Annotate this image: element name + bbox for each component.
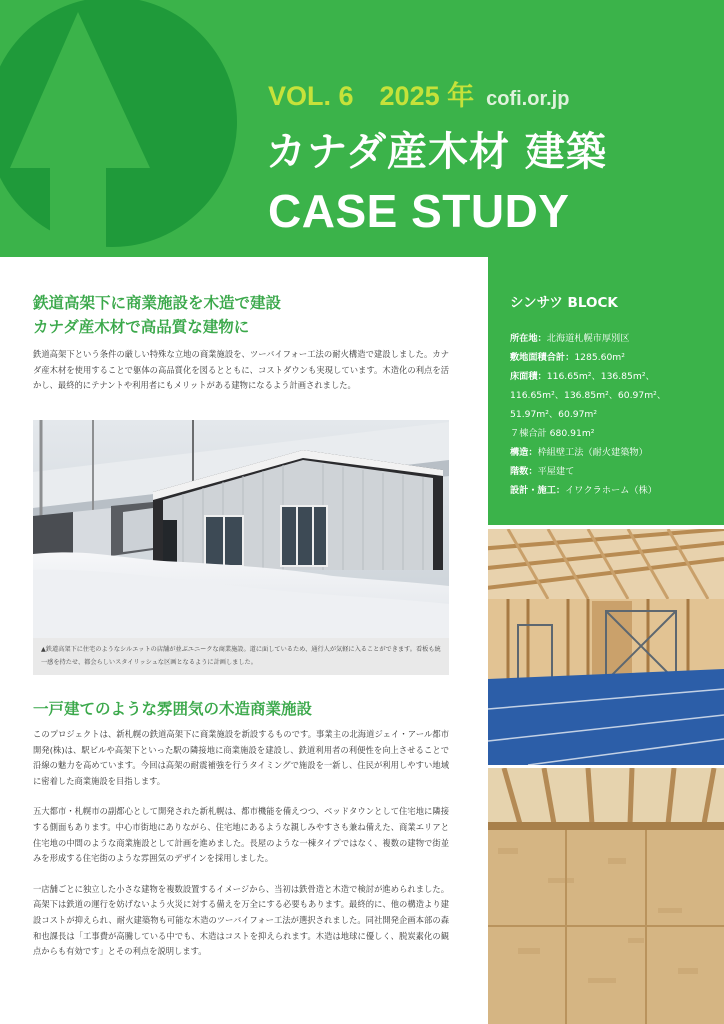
- spec-site-area: 敷地面積合計：1285.60m²: [510, 352, 625, 363]
- volume-number: VOL. 6: [268, 81, 354, 111]
- page-title-en: CASE STUDY: [268, 185, 570, 237]
- section2-paragraph: このプロジェクトは、新札幌の鉄道高架下に商業施設を新設するものです。事業主の北海道ジェイ・アール都市開発(株)は、駅ビルや高架下といった駅の隣接地に商業施設を建設し、鉄道利用者の利便性を向上させることで沿線の魅力を高めています。今回は高架の耐震補強を行うタイミングで施設を一新し、住民が利用しやすい地域に密着した商業施設を目指します。: [33, 729, 449, 786]
- project-spec-list: [510, 329, 722, 500]
- issue-year: 2025 年: [379, 81, 475, 111]
- spec-floor-area-cont: 116.65m²、136.85m²、60.97m²、: [510, 390, 667, 401]
- photo-caption: ▲鉄道高架下に住宅のようなシルエットの店舗が並ぶユニークな商業施設。道に面しているため、通行人が気軽に入ることができます。看板も統一感を持たせ、都会らしいスタイリッシュな区画となるように計画しました。: [41, 646, 441, 666]
- photo-caption-box: [33, 638, 449, 675]
- project-info-panel: [488, 257, 724, 525]
- wall-framing-photo: [488, 768, 724, 1024]
- spec-floor-area-total: ７棟合計 680.91m²: [510, 428, 595, 439]
- exterior-photo: [33, 420, 449, 638]
- spec-floors: 階数：平屋建て: [510, 466, 575, 477]
- section2-paragraph: 五大都市・札幌市の副都心として開発された新札幌は、都市機能を備えつつ、ベッドタウンとして住宅地に隣接する側面もあります。中心市街地にありながら、住宅地にあるような親しみやすさも兼ね備えた、商業エリアと住宅地の中間のような商業施設として計画を進めました。長屋のような一棟タイプではなく、複数の建物で街並みを形成する住宅街のような雰囲気のデザインを採用しました。: [33, 806, 449, 864]
- section2-paragraph: 一店舗ごとに独立した小さな建物を複数設置するイメージから、当初は鉄骨造と木造で検討が進められました。高架下は鉄道の運行を妨げないよう火災に対する備えを万全にする必要もあります。最終的に、他の構造より建設コストが抑えられ、耐火建築物も可能な木造のツーバイフォー工法が選択されました。同社開発企画本部の森和也課長は「工事費が高騰している中でも、木造はコストを抑えられます。木造は地球に優しく、脱炭素化の観点からも有効です」とその利点を説明します。: [33, 883, 449, 957]
- spec-location: 所在地：北海道札幌市厚別区: [510, 333, 630, 344]
- page-title-jp: カナダ産木材 建築: [266, 129, 607, 175]
- section1-heading-line2: カナダ産木材で高品質な建物に: [33, 318, 250, 336]
- section1-heading: [33, 291, 451, 339]
- issue-line: [268, 74, 570, 111]
- website-link[interactable]: cofi.or.jp: [486, 88, 570, 110]
- spec-design: 設計・施工：イワクラホーム（株）: [510, 485, 657, 496]
- section2-heading: 一戸建てのような雰囲気の木造商業施設: [33, 700, 313, 718]
- section1-body: 鉄道高架下という条件の厳しい特殊な立地の商業施設を、ツーバイフォー工法の耐火構造で建設しました。カナダ産木材を使用することで躯体の高品質化を図るとともに、コストダウンも実現しています。木造化の利点を活かし、最終的にテナントや利用者にもメリットがある建物になるよう計画されました。: [33, 349, 449, 391]
- header-banner: [0, 0, 724, 257]
- project-name: シンサツ BLOCK: [510, 295, 618, 311]
- section2-body: [33, 727, 449, 975]
- spec-floor-area-cont: 51.97m²、60.97m²: [510, 409, 598, 420]
- section1-heading-line1: 鉄道高架下に商業施設を木造で建設: [33, 294, 282, 312]
- spec-structure: 構造：枠組壁工法（耐火建築物）: [510, 447, 648, 458]
- construction-interior-photo: [488, 529, 724, 765]
- spec-floor-area: 床面積：116.65m²、136.85m²、: [510, 371, 655, 382]
